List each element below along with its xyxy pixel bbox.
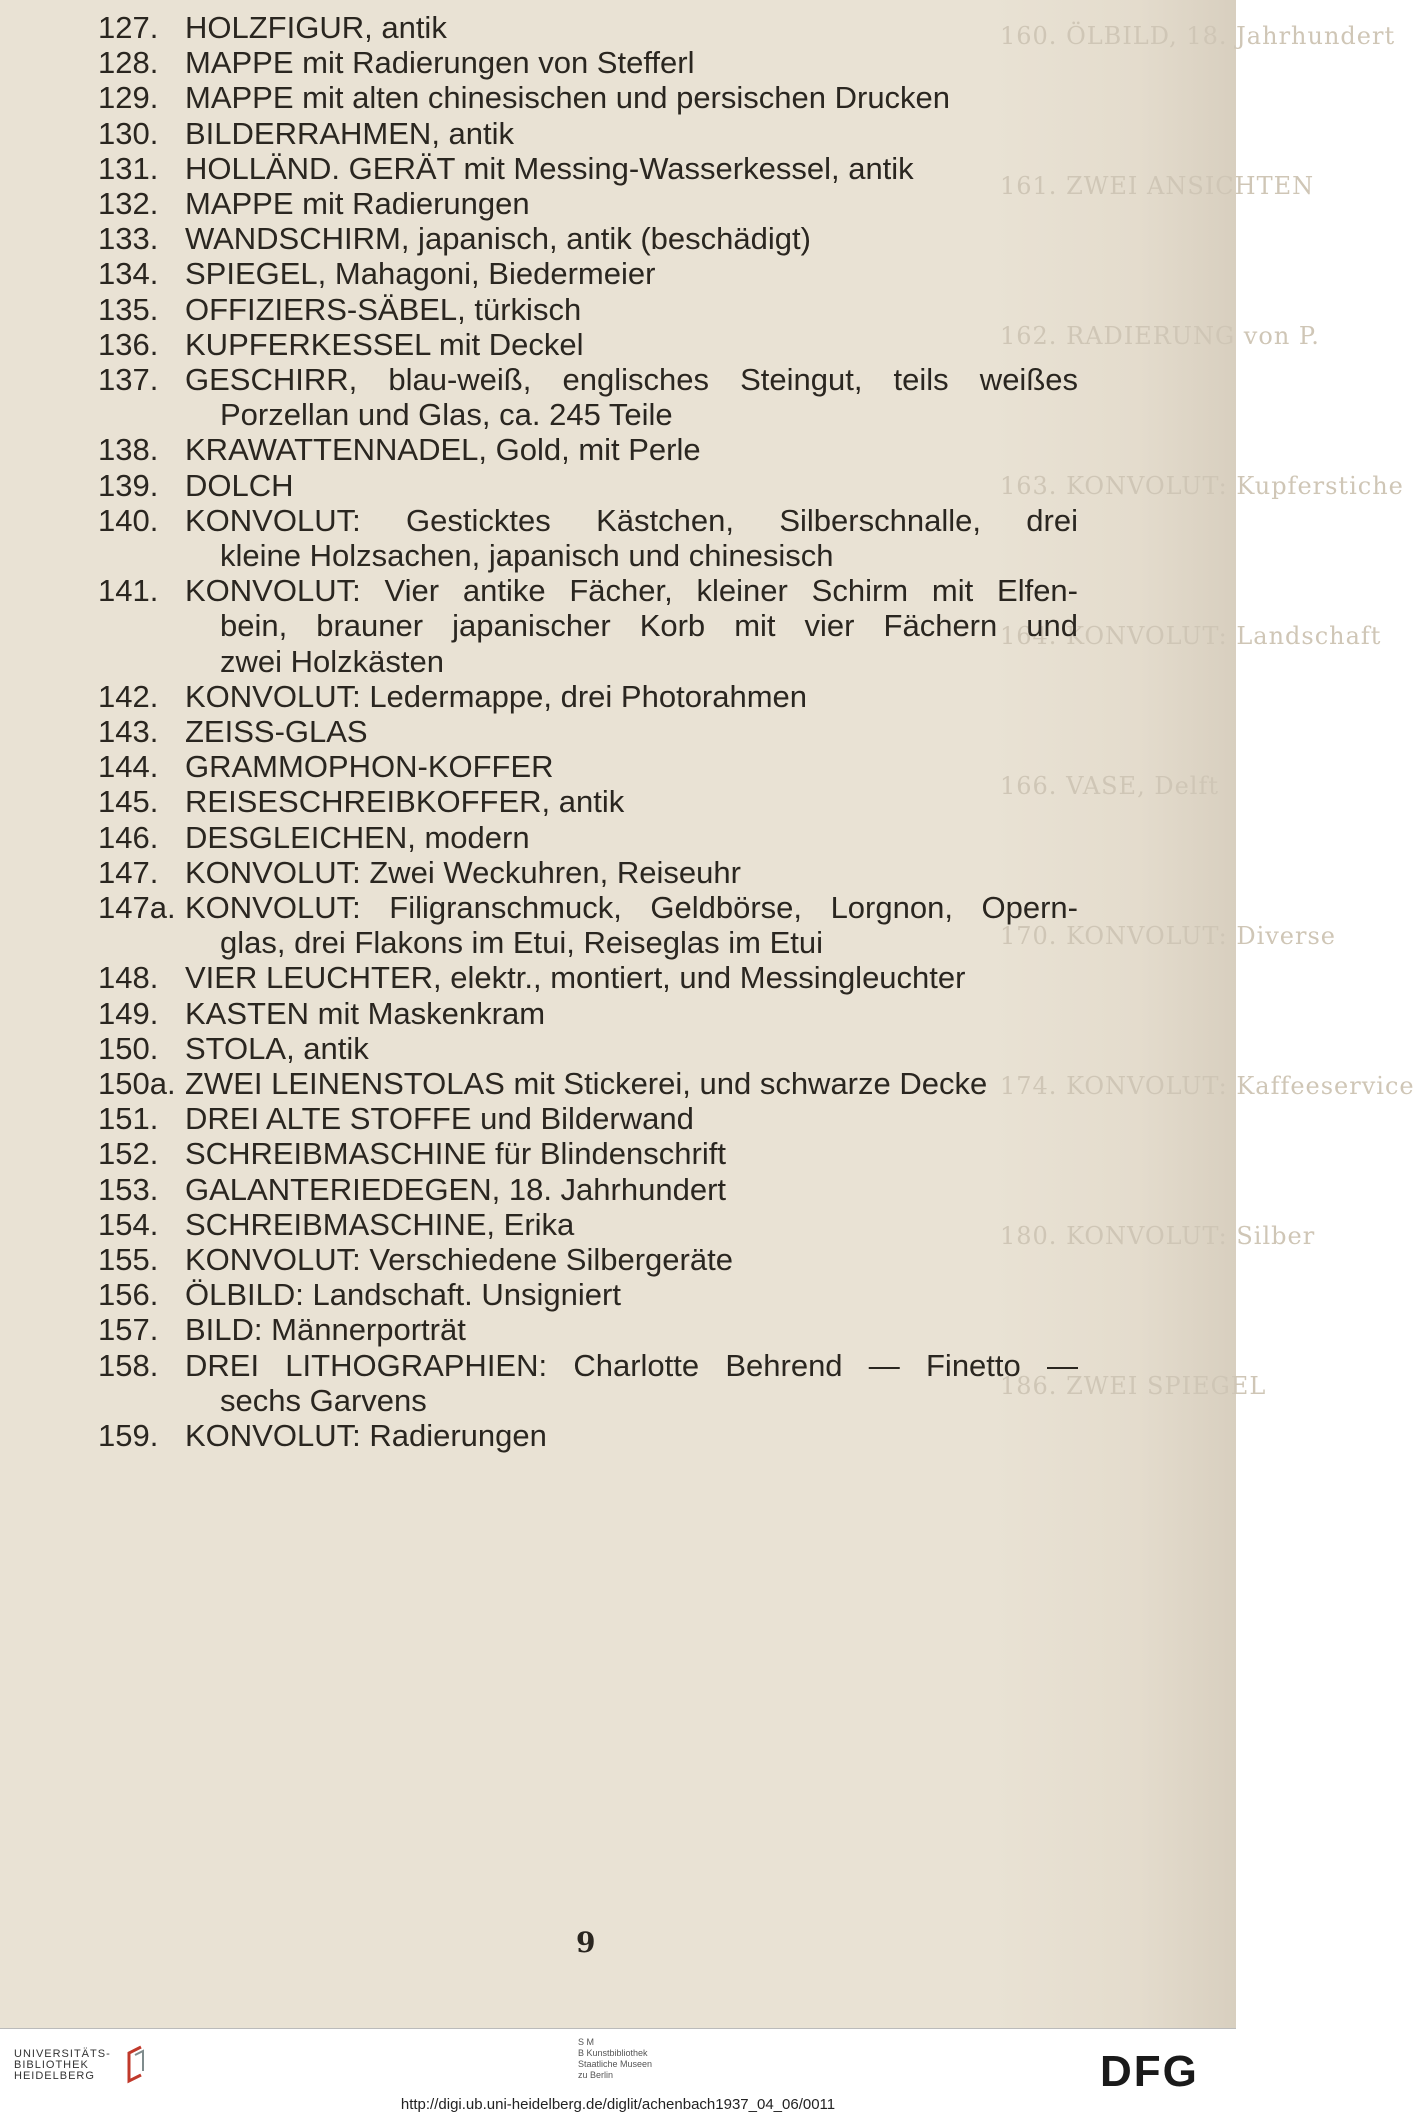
entry-title: SCHREIBMASCHINE, Erika [185, 1206, 575, 1242]
catalog-entry [0, 1346, 1236, 1416]
entry-number: 131. [98, 150, 159, 186]
library-line-2: BIBLIOTHEK [14, 2058, 89, 2071]
entry-number: 151. [98, 1101, 159, 1137]
entry-number: 148. [98, 960, 159, 996]
entry-number: 159. [98, 1418, 159, 1453]
catalog-entry [0, 360, 1236, 433]
entry-title: KONVOLUT: Filigranschmuck, Geldbörse, Lorgnon, Opern- [185, 890, 1078, 925]
entry-title: GRAMMOPHON-KOFFER [185, 749, 554, 785]
stamp-line-1: S M [578, 2037, 595, 2047]
ghost-line: 160. ÖLBILD, 18. Jahrhundert [1000, 22, 1396, 50]
entry-title: OFFIZIERS-SÄBEL, türkisch [185, 291, 582, 327]
entry-number: 138. [98, 432, 159, 468]
catalog-entry [0, 290, 1236, 325]
entry-title: MAPPE mit Radierungen von Stefferl [185, 45, 695, 81]
entry-number: 149. [98, 995, 159, 1031]
catalog-entry [0, 325, 1236, 360]
catalog-entry [0, 994, 1236, 1029]
entry-title: SCHREIBMASCHINE für Blindenschrift [185, 1136, 726, 1172]
entry-number: 144. [98, 749, 159, 785]
entry-title: KONVOLUT: Verschiedene Silbergeräte [185, 1242, 733, 1277]
entry-number: 153. [98, 1171, 159, 1207]
entry-title: BILDERRAHMEN, antik [185, 115, 515, 151]
entry-title: KUPFERKESSEL mit Deckel [185, 326, 584, 362]
entry-title: MAPPE mit Radierungen [185, 186, 530, 221]
catalog-entry [0, 888, 1236, 961]
entry-title: HOLLÄND. GERÄT mit Messing-Wasserkessel, antik [185, 150, 914, 186]
library-line-1: UNIVERSITÄTS- [14, 2047, 111, 2060]
catalog-entry [0, 219, 1236, 257]
stamp-line-2: B Kunstbibliothek [578, 2048, 648, 2058]
ghost-line: 166. VASE, Delft [1000, 772, 1219, 800]
catalog-entry [0, 1099, 1236, 1137]
catalog-entry [0, 430, 1236, 468]
entry-number: 133. [98, 221, 159, 257]
entry-title: ZEISS-GLAS [185, 714, 368, 749]
entry-number: 142. [98, 678, 159, 714]
catalog-entry [0, 1134, 1236, 1172]
entry-title: REISESCHREIBKOFFER, antik [185, 784, 625, 820]
entry-number: 146. [98, 819, 159, 855]
entry-number: 152. [98, 1136, 159, 1172]
page-number: 9 [576, 1926, 596, 1959]
catalog-entry [0, 958, 1236, 996]
catalog-entry [0, 677, 1236, 712]
catalog-entry [0, 853, 1236, 888]
entry-continuation: Porzellan und Glas, ca. 245 Teile [220, 397, 673, 433]
ghost-line: 161. ZWEI ANSICHTEN [1000, 172, 1315, 200]
ghost-line: 163. KONVOLUT: Kupferstiche [1000, 472, 1404, 500]
entry-number: 139. [98, 467, 159, 503]
ghost-line: 164. KONVOLUT: Landschaft [1000, 622, 1382, 650]
entry-number: 132. [98, 186, 159, 221]
catalog-entry [0, 254, 1236, 292]
entry-title: GALANTERIEDEGEN, 18. Jahrhundert [185, 1171, 727, 1207]
entry-number: 147. [98, 854, 159, 890]
ghost-line: 162. RADIERUNG von P. [1000, 322, 1320, 350]
entry-continuation: kleine Holzsachen, japanisch und chinesisch [220, 537, 834, 573]
catalog-entry [0, 114, 1236, 149]
catalog-entry [0, 1029, 1236, 1064]
bracket-logo-icon [121, 2043, 149, 2087]
catalog-entry [0, 1170, 1236, 1205]
entry-title: KONVOLUT: Gesticktes Kästchen, Silberschnalle, drei [185, 502, 1078, 538]
ghost-line: 170. KONVOLUT: Diverse [1000, 922, 1337, 950]
catalog-entry [0, 1416, 1236, 1451]
university-library-logo [14, 2043, 149, 2087]
catalog-entry [0, 8, 1236, 43]
catalog-entry [0, 1275, 1236, 1313]
catalog-entry [0, 78, 1236, 116]
ghost-line: 180. KONVOLUT: Silber [1000, 1222, 1316, 1250]
entry-number: 127. [98, 10, 159, 45]
entry-title: DREI ALTE STOFFE und Bilderwand [185, 1101, 694, 1137]
entry-number: 141. [98, 573, 159, 609]
catalog-entry [0, 747, 1236, 785]
entry-continuation: glas, drei Flakons im Etui, Reiseglas im Etui [220, 925, 824, 961]
entry-number: 129. [98, 80, 159, 116]
catalog-entry [0, 1205, 1236, 1240]
entry-title: KRAWATTENNADEL, Gold, mit Perle [185, 432, 701, 468]
entry-title: MAPPE mit alten chinesischen und persischen Drucken [185, 80, 951, 116]
entry-title: ÖLBILD: Landschaft. Unsigniert [185, 1277, 621, 1313]
entry-title: HOLZFIGUR, antik [185, 10, 447, 45]
entry-number: 128. [98, 45, 159, 81]
catalog-entry [0, 43, 1236, 81]
ghost-line: 174. KONVOLUT: Kaffeeservice [1000, 1072, 1415, 1100]
entry-number: 155. [98, 1242, 159, 1277]
ghost-line: 186. ZWEI SPIEGEL [1000, 1372, 1267, 1400]
entry-number: 130. [98, 115, 159, 151]
entry-title: BILD: Männerporträt [185, 1312, 466, 1348]
entry-number: 150a. [98, 1066, 176, 1101]
entry-number: 134. [98, 256, 159, 292]
entry-title: VIER LEUCHTER, elektr., montiert, und Messingleuchter [185, 960, 966, 996]
entry-title: KONVOLUT: Ledermappe, drei Photorahmen [185, 678, 808, 714]
entry-number: 154. [98, 1206, 159, 1242]
entry-number: 150. [98, 1030, 159, 1066]
entry-number: 137. [98, 362, 159, 397]
entry-title: WANDSCHIRM, japanisch, antik (beschädigt) [185, 221, 811, 257]
entry-title: KONVOLUT: Zwei Weckuhren, Reiseuhr [185, 854, 741, 890]
catalog-entry [0, 1064, 1236, 1099]
catalog-entry [0, 571, 1236, 677]
entry-title: KASTEN mit Maskenkram [185, 995, 546, 1031]
entry-number: 143. [98, 714, 159, 749]
catalog-entry [0, 818, 1236, 853]
entry-title: KONVOLUT: Vier antike Fächer, kleiner Schirm mit Elfen- [185, 573, 1078, 609]
entry-title: SPIEGEL, Mahagoni, Biedermeier [185, 256, 656, 292]
stamp-line-3: Staatliche Museen [578, 2059, 653, 2069]
entry-number: 156. [98, 1277, 159, 1313]
catalog-entry [0, 149, 1236, 184]
footer-bar [0, 2028, 1236, 2116]
catalog-entry [0, 466, 1236, 501]
catalog-entry [0, 501, 1236, 571]
entry-number: 140. [98, 502, 159, 538]
stamp-line-4: zu Berlin [578, 2070, 614, 2080]
entry-title: DOLCH [185, 467, 294, 503]
catalog-entry [0, 1240, 1236, 1275]
source-url-link[interactable]: http://digi.ub.uni-heidelberg.de/diglit/achenbach1937_04_06/0011 [400, 2096, 836, 2113]
entry-number: 135. [98, 291, 159, 327]
entry-number: 136. [98, 326, 159, 362]
catalog-entry [0, 712, 1236, 747]
museum-stamp [578, 2037, 718, 2081]
entry-title: ZWEI LEINENSTOLAS mit Stickerei, und schwarze Decke [185, 1066, 988, 1101]
entry-continuation: sechs Garvens [220, 1382, 427, 1418]
catalog-entry [0, 1310, 1236, 1348]
entry-title: STOLA, antik [185, 1030, 369, 1066]
library-line-3: HEIDELBERG [14, 2069, 95, 2082]
dfg-logo: DFG [1100, 2047, 1199, 2096]
entry-number: 157. [98, 1312, 159, 1348]
entry-title: DREI LITHOGRAPHIEN: Charlotte Behrend — Finetto — [185, 1347, 1078, 1383]
entry-continuation: zwei Holzkästen [220, 643, 444, 679]
catalog-entry [0, 782, 1236, 820]
entry-number: 158. [98, 1347, 159, 1383]
entry-title: GESCHIRR, blau-weiß, englisches Steingut, teils weißes [185, 362, 1078, 397]
entry-number: 145. [98, 784, 159, 820]
entry-title: DESGLEICHEN, modern [185, 819, 530, 855]
entry-title: KONVOLUT: Radierungen [185, 1418, 547, 1453]
entry-continuation: bein, brauner japanischer Korb mit vier Fächern und [220, 608, 1078, 644]
entry-number: 147a. [98, 890, 176, 925]
catalog-entry [0, 184, 1236, 219]
